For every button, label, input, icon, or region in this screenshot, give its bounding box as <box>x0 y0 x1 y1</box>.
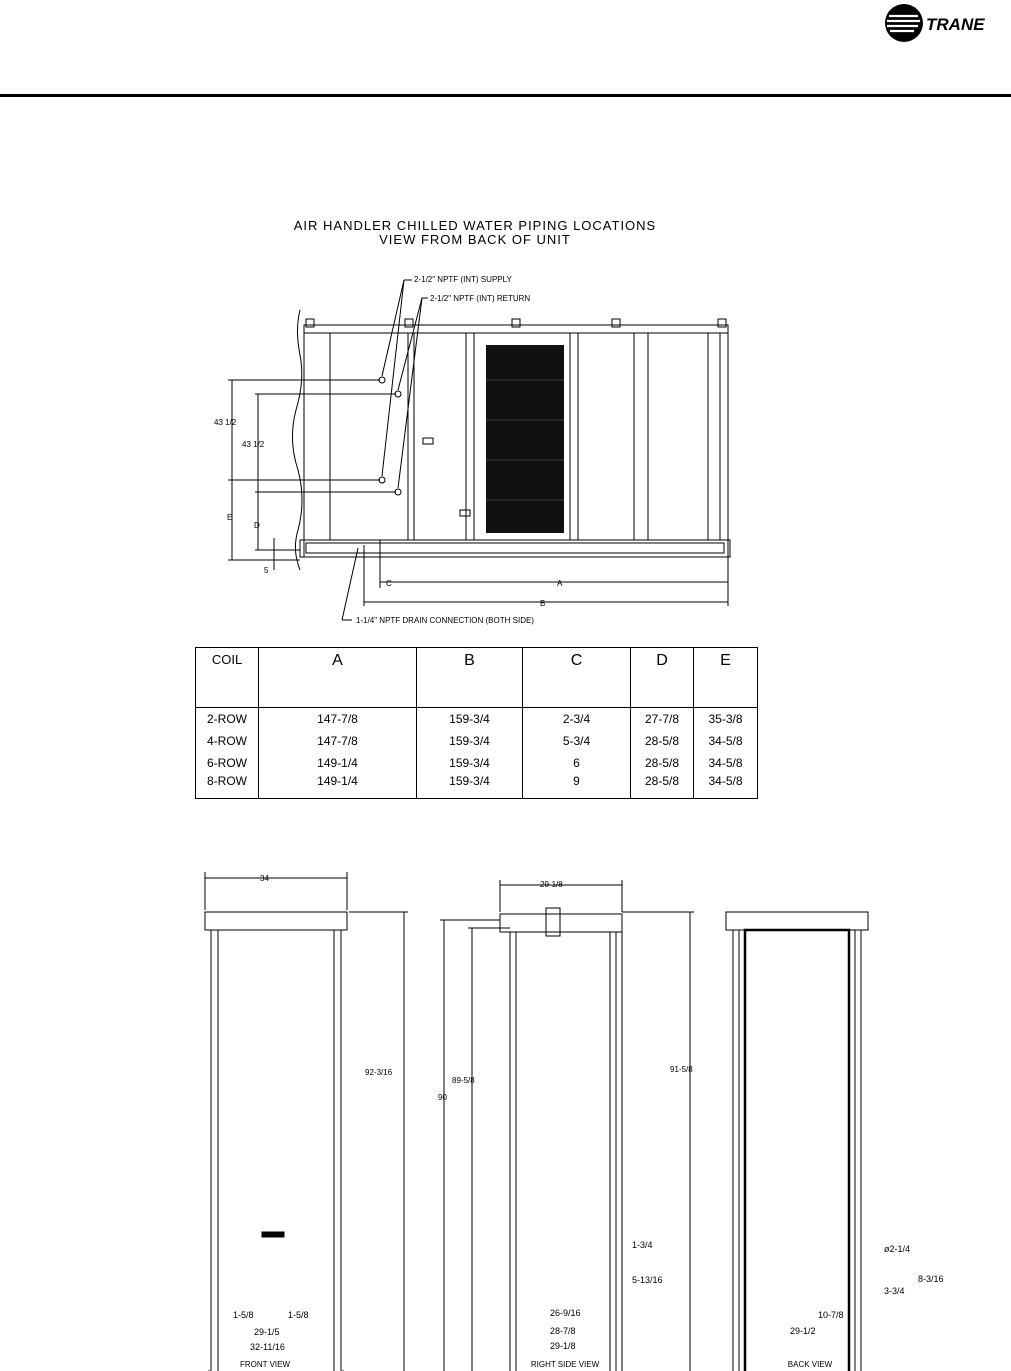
label-d: D <box>254 521 260 530</box>
title-line-2: VIEW FROM BACK OF UNIT <box>379 232 571 247</box>
side-dim-height-left: 90 <box>438 1093 447 1102</box>
table-cell: 34-5/8 <box>694 752 758 774</box>
table-cell: 8-ROW <box>196 774 259 799</box>
table-cell: 28-5/8 <box>631 752 694 774</box>
label-a: A <box>557 579 563 588</box>
header-a: A <box>259 648 417 708</box>
table-header-row <box>196 648 758 708</box>
coil-dimension-table <box>195 647 758 799</box>
back-dim-b: 8-3/16 <box>918 1274 944 1284</box>
back-dim-width: 29-1/2 <box>790 1326 816 1336</box>
callout-supply: 2-1/2" NPTF (INT) SUPPLY <box>414 275 512 284</box>
coil-grille <box>486 345 564 533</box>
table-cell: 2-3/4 <box>523 708 631 731</box>
side-dim-height-right: 91-5/8 <box>670 1065 693 1074</box>
label-e: E <box>227 513 233 522</box>
dim-five: 5 <box>264 566 269 575</box>
brand-name: TRANE <box>926 15 985 34</box>
back-dim-c: 10-7/8 <box>818 1310 844 1320</box>
table-cell: 35-3/8 <box>694 708 758 731</box>
callout-drain: 1-1/4" NPTF DRAIN CONNECTION (BOTH SIDE) <box>356 616 534 625</box>
header-d: D <box>631 648 694 708</box>
table-row <box>196 774 758 799</box>
side-dim-inner-height: 89-5/8 <box>452 1076 475 1085</box>
side-view-drawing <box>440 880 694 1371</box>
dim-inner-43: 43 1/2 <box>242 440 265 449</box>
front-dim-inner-width: 29-1/5 <box>254 1327 280 1337</box>
table-row <box>196 752 758 774</box>
dim-outer-43: 43 1/2 <box>214 418 237 427</box>
table-cell: 34-5/8 <box>694 730 758 752</box>
side-dim-top: 29-1/8 <box>540 880 563 889</box>
table-cell: 149-1/4 <box>259 774 417 799</box>
table-row <box>196 708 758 731</box>
table-cell: 28-5/8 <box>631 774 694 799</box>
front-dim-right-inset: 1-5/8 <box>288 1310 309 1320</box>
back-dim-a: 3-3/4 <box>884 1286 905 1296</box>
table-row <box>196 730 758 752</box>
back-view-label: BACK VIEW <box>787 1360 833 1369</box>
callout-return: 2-1/2" NPTF (INT) RETURN <box>430 294 531 303</box>
table-cell: 147-7/8 <box>259 730 417 752</box>
table-cell: 4-ROW <box>196 730 259 752</box>
side-dim-small-a: 1-3/4 <box>632 1240 653 1250</box>
table-cell: 159-3/4 <box>417 752 523 774</box>
back-dim-dia: ø2-1/4 <box>884 1244 911 1254</box>
table-cell: 34-5/8 <box>694 774 758 799</box>
side-dim-w2: 28-7/8 <box>550 1326 576 1336</box>
side-dim-small-b: 5-13/16 <box>632 1275 663 1285</box>
back-view-drawing <box>726 912 868 1371</box>
front-dim-outer-width: 32-11/16 <box>250 1342 285 1352</box>
header-c: C <box>523 648 631 708</box>
header-b: B <box>417 648 523 708</box>
table-cell: 6 <box>523 752 631 774</box>
unit-views-diagram <box>0 860 1011 1371</box>
label-b: B <box>540 599 546 608</box>
title-line-1: AIR HANDLER CHILLED WATER PIPING LOCATIONS <box>293 218 657 233</box>
piping-diagram <box>0 0 1011 640</box>
table-cell: 149-1/4 <box>259 752 417 774</box>
table-cell: 5-3/4 <box>523 730 631 752</box>
side-dim-w3: 29-1/8 <box>550 1341 576 1351</box>
side-dim-w1: 26-9/16 <box>550 1308 581 1318</box>
table-cell: 159-3/4 <box>417 774 523 799</box>
header-coil: COIL <box>196 648 259 708</box>
table-cell: 147-7/8 <box>259 708 417 731</box>
table-cell: 159-3/4 <box>417 730 523 752</box>
label-c: C <box>386 579 392 588</box>
front-dim-left-inset: 1-5/8 <box>233 1310 254 1320</box>
front-dim-top: 34 <box>260 874 269 883</box>
table-cell: 9 <box>523 774 631 799</box>
front-dim-height: 92-3/16 <box>365 1068 393 1077</box>
table-cell: 6-ROW <box>196 752 259 774</box>
front-view-drawing <box>205 872 408 1371</box>
side-view-label: RIGHT SIDE VIEW <box>530 1360 600 1369</box>
table-cell: 159-3/4 <box>417 708 523 731</box>
table-cell: 27-7/8 <box>631 708 694 731</box>
table-cell: 2-ROW <box>196 708 259 731</box>
table-cell: 28-5/8 <box>631 730 694 752</box>
header-e: E <box>694 648 758 708</box>
front-view-label: FRONT VIEW <box>239 1360 291 1369</box>
